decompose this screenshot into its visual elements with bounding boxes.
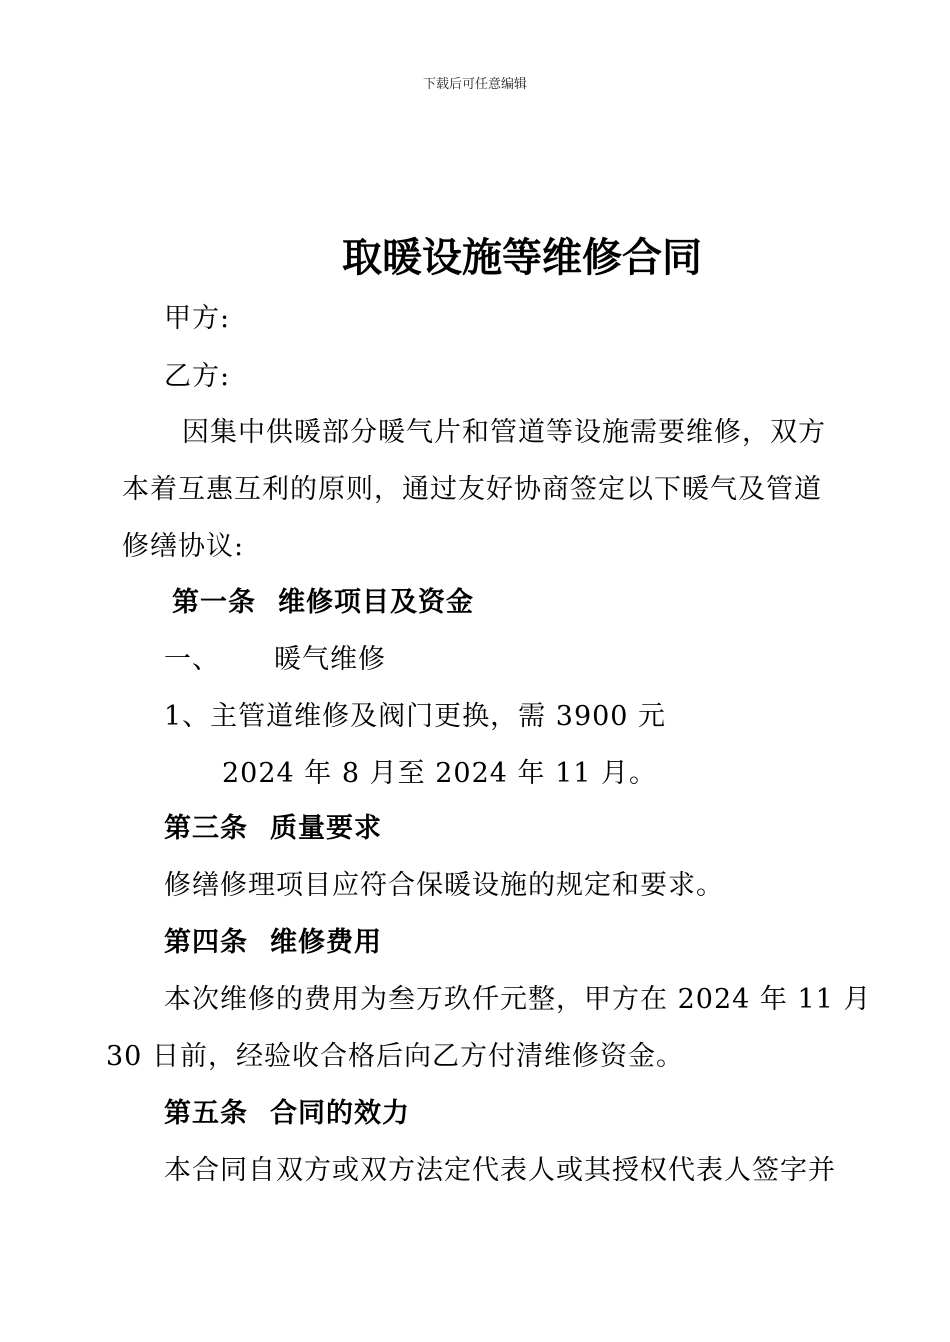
article-3-title: 质量要求: [270, 813, 382, 844]
page-header: 下载后可任意编辑: [422, 77, 527, 92]
article-1-number: 第一条: [172, 587, 256, 618]
item-1-1-line: 1、主管道维修及阀门更换，需 3900 元: [164, 701, 667, 732]
contract-title: 取暖设施等维修合同: [342, 235, 702, 281]
party-b-line: 乙方:: [164, 361, 231, 392]
article-4-body-line-2: 30 日前，经验收合格后向乙方付清维修资金。: [106, 1041, 684, 1072]
article-3-body: 修缮修理项目应符合保暖设施的规定和要求。: [164, 870, 724, 901]
article-5-heading: [164, 1097, 410, 1131]
intro-line-1: 因集中供暖部分暖气片和管道等设施需要维修，双方: [182, 417, 826, 448]
article-5-number: 第五条: [164, 1098, 248, 1129]
article-1-title: 维修项目及资金: [278, 587, 474, 618]
party-a-line: 甲方:: [164, 303, 231, 334]
article-3-number: 第三条: [164, 813, 248, 844]
article-4-title: 维修费用: [270, 927, 382, 958]
article-4-number: 第四条: [164, 927, 248, 958]
article-3-heading: [164, 812, 382, 846]
article-4-body-line-1: 本次维修的费用为叁万玖仟元整，甲方在 2024 年 11 月: [164, 984, 872, 1015]
article-5-body: 本合同自双方或双方法定代表人或其授权代表人签字并: [164, 1155, 836, 1186]
intro-line-2: 本着互惠互利的原则，通过友好协商签定以下暖气及管道: [122, 474, 822, 505]
item-1-title: 暖气维修: [274, 644, 386, 675]
article-4-heading: [164, 926, 382, 960]
article-1-heading: [172, 586, 474, 620]
intro-line-3: 修缮协议:: [122, 531, 245, 562]
period-line: 2024 年 8 月至 2024 年 11 月。: [222, 758, 658, 789]
item-1-number: 一、: [164, 644, 220, 675]
item-1-heading: [164, 643, 386, 677]
article-5-title: 合同的效力: [270, 1098, 410, 1129]
